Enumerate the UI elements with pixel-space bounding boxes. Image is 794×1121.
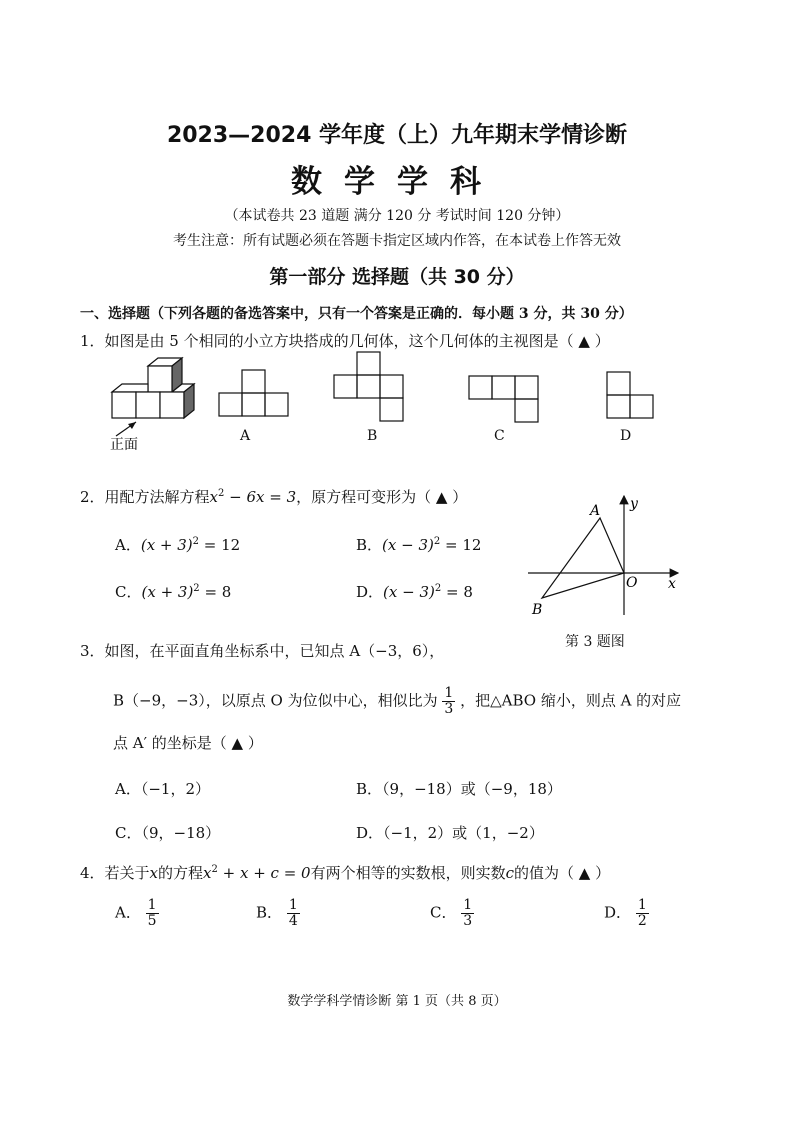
q3-option-b: B．（9，−18）或（−9，18） — [356, 780, 562, 798]
exam-info: （本试卷共 23 道题 满分 120 分 考试时间 120 分钟） — [224, 208, 570, 224]
section-title: 一、选择题（下列各题的备选答案中，只有一个答案是正确的．每小题 3 分，共 30 分） — [80, 306, 633, 322]
q2-option-b: B．$(x - 3)^2 = 12$ — [356, 536, 482, 554]
question-3-line2: B（−9，−3），以原点 O 为位似中心，相似比为 $\frac{1}{3}$ ，把△ABO 缩小，则点 A 的对应 — [113, 685, 682, 717]
option-b-view — [333, 350, 405, 428]
point-a-label: A — [590, 503, 601, 519]
q3-option-c: C．（9，−18） — [115, 824, 221, 842]
front-label: 正面 — [110, 437, 138, 452]
option-a-label: A — [240, 428, 251, 444]
page-footer: 数学学科学情诊断 第 1 页（共 8 页） — [287, 994, 507, 1009]
q4-option-d: D． $\frac{1}{2}$ — [604, 897, 647, 929]
y-axis-label: y — [630, 496, 638, 512]
option-a-view — [218, 368, 290, 420]
ratio-fraction: $\frac{1}{3}$ — [444, 685, 454, 717]
option-d-view — [606, 370, 658, 422]
q4-option-b: B． $\frac{1}{4}$ — [256, 897, 298, 929]
triangle-abo — [542, 518, 624, 598]
q2-option-d: D．$(x - 3)^2 = 8$ — [356, 583, 473, 601]
origin-label: O — [626, 575, 638, 591]
exam-notice: 考生注意：所有试题必须在答题卡指定区域内作答，在本试卷上作答无效 — [173, 233, 621, 249]
option-c-view — [468, 374, 540, 426]
subject-title: 数学学科 — [291, 164, 503, 200]
option-c-label: C — [494, 428, 505, 444]
question-3-line1: 3．如图，在平面直角坐标系中，已知点 A（−3，6）， — [80, 642, 445, 660]
question-3-line3: 点 A′ 的坐标是（ ▲ ） — [113, 734, 263, 752]
cube-figure — [100, 352, 210, 452]
q3-option-d: D．（−1，2）或（1，−2） — [356, 824, 544, 842]
exam-title: 2023—2024 学年度（上）九年期末学情诊断 — [166, 123, 628, 148]
question-1-text: 1．如图是由 5 个相同的小立方块搭成的几何体，这个几何体的主视图是（ ▲ ） — [80, 332, 610, 350]
figure-3-caption: 第 3 题图 — [565, 634, 625, 650]
option-d-label: D — [620, 428, 632, 444]
q4-option-a: A． $\frac{1}{5}$ — [115, 897, 157, 929]
question-2-text: 2．用配方法解方程$x^2 - 6x = 3$，原方程可变形为（ ▲ ） — [80, 488, 468, 506]
q4-option-c: C． $\frac{1}{3}$ — [430, 897, 473, 929]
part-title: 第一部分 选择题（共 30 分） — [269, 266, 525, 288]
q3-option-a: A．（−1，2） — [115, 780, 210, 798]
q2-option-a: A．$(x + 3)^2 = 12$ — [115, 536, 241, 554]
option-b-label: B — [367, 428, 378, 444]
q2-option-c: C．$(x + 3)^2 = 8$ — [115, 583, 232, 601]
figure-3-diagram — [520, 490, 690, 620]
x-axis-label: x — [668, 576, 676, 592]
question-4-text: 4．若关于x的方程$x^2 + x + c = 0$有两个相等的实数根，则实数c的值为（ ▲ ） — [80, 864, 611, 882]
point-b-label: B — [532, 602, 543, 618]
